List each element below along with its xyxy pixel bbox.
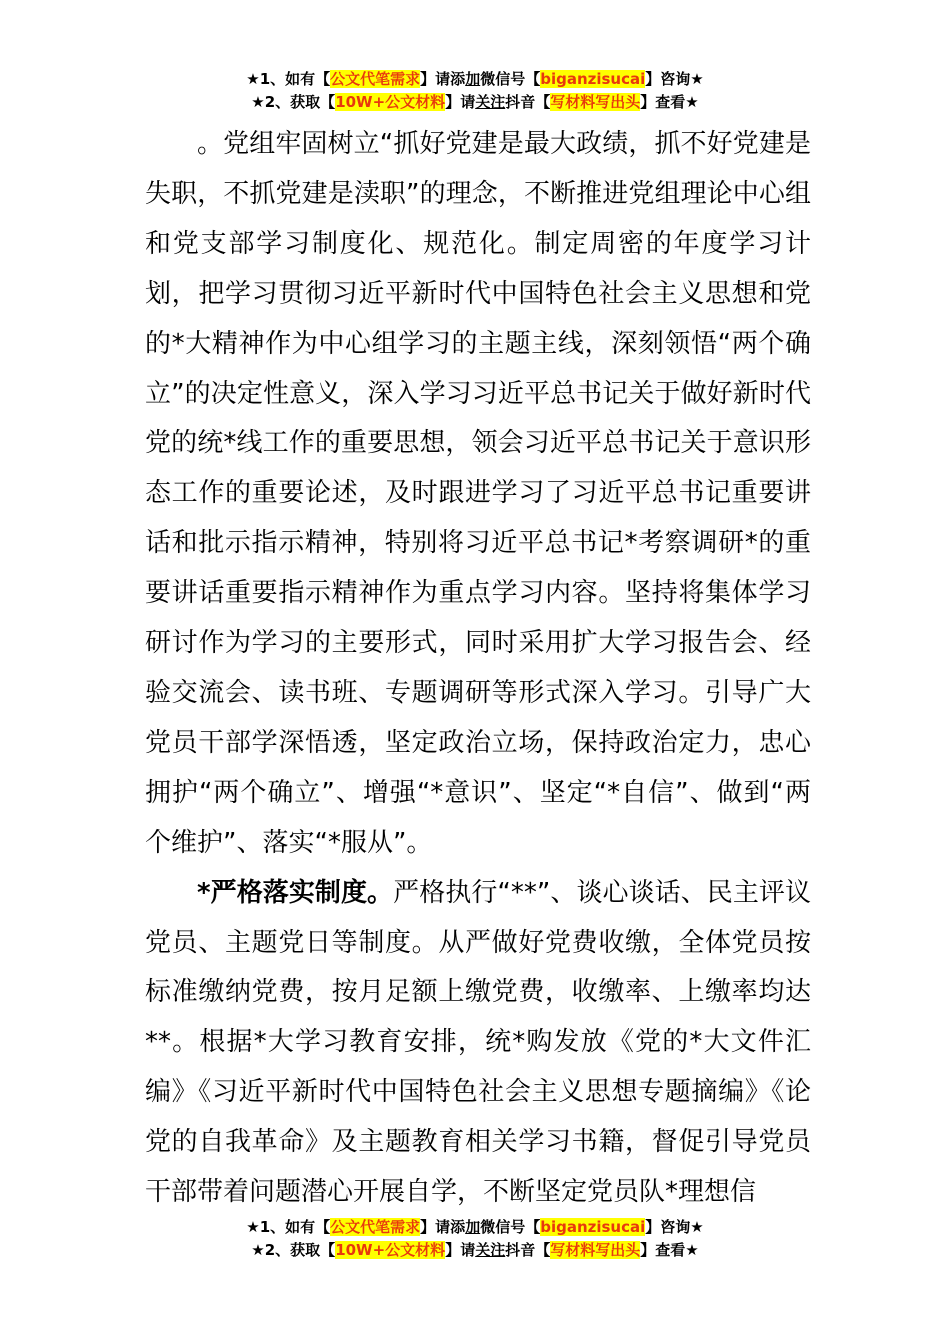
banner-line-2 [0, 91, 950, 114]
paragraph-2-heading: *严格落实制度。 [197, 877, 394, 908]
banner-text: ★1、如有【 [246, 70, 331, 88]
banner-text: 】查看★ [640, 93, 699, 111]
banner-text: ★2、获取【 [251, 1241, 336, 1259]
banner-text: 抖音【 [505, 93, 551, 111]
banner-link[interactable]: 关注 [475, 1241, 506, 1259]
banner-text: 抖音【 [505, 1241, 551, 1259]
banner-text: 】查看★ [640, 1241, 699, 1259]
banner-text: 微信号【 [480, 70, 541, 88]
banner-text: ★1、如有【 [246, 1218, 331, 1236]
banner-text: 】请 [445, 1241, 476, 1259]
banner-highlight: biganzisucai [540, 70, 646, 88]
footer-banner [0, 1216, 950, 1262]
banner-text: 】请添 [420, 1218, 466, 1236]
banner-line-1 [0, 68, 950, 91]
banner-highlight: 10W+公文材料 [335, 1241, 446, 1259]
document-body [145, 120, 811, 1218]
banner-line-2 [0, 1239, 950, 1262]
banner-line-1 [0, 1216, 950, 1239]
banner-text: 】请 [445, 93, 476, 111]
banner-highlight: 公文代笔需求 [330, 1218, 421, 1236]
paragraph-2 [145, 869, 811, 1218]
banner-text: 微信号【 [480, 1218, 541, 1236]
banner-text: ★2、获取【 [251, 93, 336, 111]
paragraph-2-body: 严格执行“**”、谈心谈话、民主评议党员、主题党日等制度。从严做好党费收缴，全体党员按标准缴纳党费，按月足额上缴党费，收缴率、上缴率均达**。根据*大学习教育安排，统*购发放《党的*大文件汇编》《习近平新时代中国特色社会主义思想专题摘编》《论党的自我革命》及主题教育相关学习书籍，督促引导党员干部带着问题潜心开展自学，不断坚定党员队*理想信 [145, 877, 811, 1208]
banner-highlight: 写材料写出头 [550, 1241, 641, 1259]
banner-text: 】咨询★ [645, 70, 704, 88]
header-banner [0, 68, 950, 114]
banner-text: 】咨询★ [645, 1218, 704, 1236]
banner-highlight: 写材料写出头 [550, 93, 641, 111]
paragraph-1: 。党组牢固树立“抓好党建是最大政绩，抓不好党建是失职，不抓党建是渎职”的理念，不断推进党组理论中心组和党支部学习制度化、规范化。制定周密的年度学习计划，把学习贯彻习近平新时代中国特色社会主义思想和党的*大精神作为中心组学习的主题主线，深刻领悟“两个确立”的决定性意义，深入学习习近平总书记关于做好新时代党的统*线工作的重要思想，领会习近平总书记关于意识形态工作的重要论述，及时跟进学习了习近平总书记重要讲话和批示指示精神，特别将习近平总书记*考察调研*的重要讲话重要指示精神作为重点学习内容。坚持将集体学习研讨作为学习的主要形式，同时采用扩大学习报告会、经验交流会、读书班、专题调研等形式深入学习。引导广大党员干部学深悟透，坚定政治立场，保持政治定力，忠心拥护“两个确立”、增强“*意识”、坚定“*自信”、做到“两个维护”、落实“*服从”。 [145, 129, 811, 858]
banner-link[interactable]: 加 [465, 70, 481, 88]
banner-highlight: biganzisucai [540, 1218, 646, 1236]
banner-text: 】请添 [420, 70, 466, 88]
banner-link[interactable]: 关注 [475, 93, 506, 111]
banner-highlight: 公文代笔需求 [330, 70, 421, 88]
banner-link[interactable]: 加 [465, 1218, 481, 1236]
banner-highlight: 10W+公文材料 [335, 93, 446, 111]
